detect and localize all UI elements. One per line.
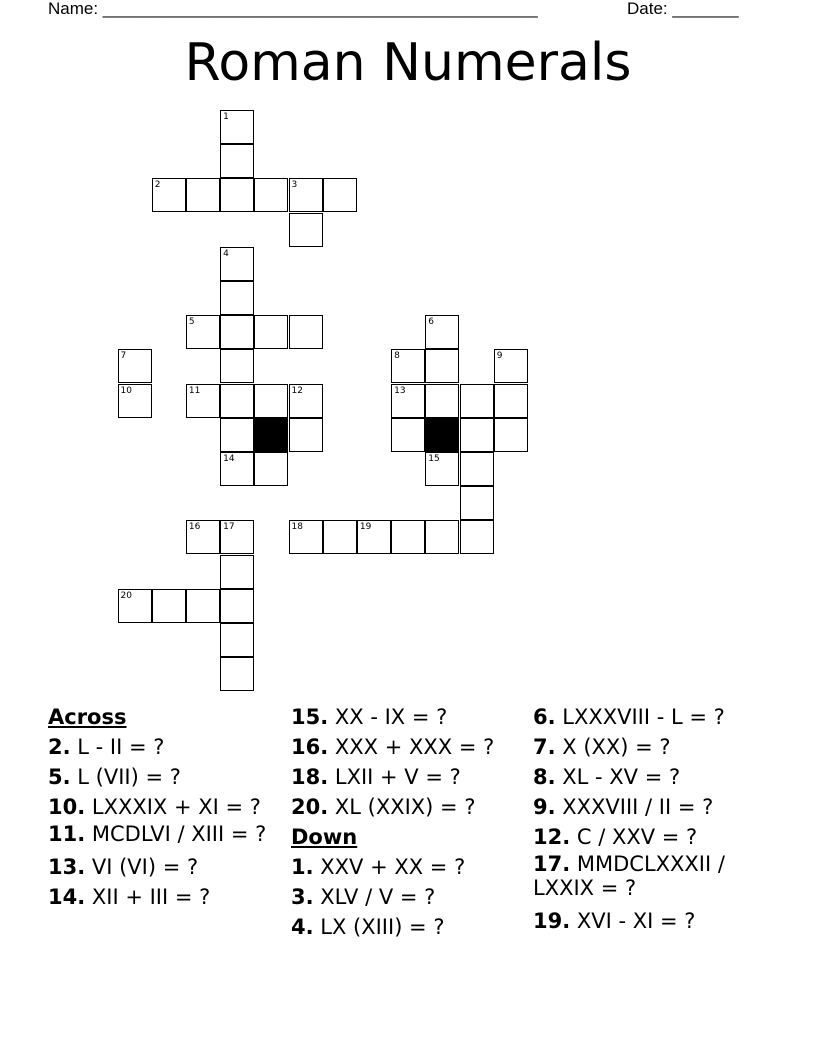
down-heading: Down bbox=[291, 825, 358, 849]
crossword-cell[interactable] bbox=[220, 110, 254, 144]
clue-number: 18 bbox=[291, 522, 303, 533]
crossword-cell[interactable] bbox=[220, 520, 254, 554]
crossword-cell[interactable] bbox=[186, 315, 220, 349]
clue-column-2 bbox=[291, 702, 521, 942]
clue-item-number: 11. bbox=[48, 822, 86, 846]
clue-number: 19 bbox=[359, 522, 372, 533]
clue-item-number: 16. bbox=[291, 735, 329, 759]
crossword-cell[interactable] bbox=[425, 452, 459, 486]
clue-item bbox=[533, 906, 773, 936]
clue-number: 5 bbox=[188, 317, 195, 328]
crossword-cell[interactable] bbox=[220, 247, 254, 281]
clue-item-number: 1. bbox=[291, 855, 314, 879]
clue-column-3 bbox=[533, 702, 773, 936]
crossword-cell[interactable] bbox=[220, 452, 254, 486]
clue-number: 4 bbox=[223, 248, 229, 259]
crossword-cell[interactable] bbox=[425, 315, 459, 349]
crossword-cell[interactable] bbox=[425, 520, 459, 554]
clue-item bbox=[291, 852, 521, 882]
crossword-cell[interactable] bbox=[494, 418, 528, 452]
clue-item-number: 3. bbox=[291, 885, 314, 909]
crossword-cell[interactable] bbox=[220, 657, 254, 691]
crossword-cell[interactable] bbox=[152, 589, 186, 623]
clue-item-text: MCDLVI / XIII = ? bbox=[85, 822, 267, 846]
clue-item-text: XX - IX = ? bbox=[328, 705, 448, 729]
clue-number: 1 bbox=[223, 112, 229, 122]
clue-item bbox=[291, 702, 521, 732]
clue-item-number: 9. bbox=[533, 795, 556, 819]
crossword-cell[interactable] bbox=[391, 418, 425, 452]
clue-item bbox=[291, 792, 521, 822]
crossword-cell[interactable] bbox=[118, 349, 152, 383]
clue-number: 20 bbox=[120, 590, 132, 601]
clue-item-number: 13. bbox=[48, 855, 86, 879]
clue-item-number: 18. bbox=[291, 765, 329, 789]
crossword-cell[interactable] bbox=[118, 589, 152, 623]
crossword-cell[interactable] bbox=[220, 281, 254, 315]
crossword-cell[interactable] bbox=[220, 384, 254, 418]
clue-item bbox=[48, 822, 278, 846]
clue-number: 6 bbox=[428, 317, 435, 328]
clue-item-text: C / XXV = ? bbox=[570, 825, 698, 849]
crossword-cell[interactable] bbox=[391, 520, 425, 554]
clue-item-number: 2. bbox=[48, 735, 71, 759]
crossword-cell[interactable] bbox=[254, 315, 288, 349]
crossword-cell[interactable] bbox=[323, 178, 357, 212]
crossword-cell[interactable] bbox=[220, 144, 254, 178]
clue-item-number: 19. bbox=[533, 909, 571, 933]
clue-item bbox=[291, 732, 521, 762]
clue-item-text: XLV / V = ? bbox=[313, 885, 436, 909]
clue-item bbox=[533, 792, 773, 822]
clue-item bbox=[291, 912, 521, 942]
clue-number: 13 bbox=[394, 385, 406, 396]
crossword-cell[interactable] bbox=[460, 384, 494, 418]
crossword-cell[interactable] bbox=[220, 589, 254, 623]
clue-number: 16 bbox=[188, 522, 201, 533]
clue-item-number: 17. bbox=[533, 852, 571, 876]
clue-item-number: 8. bbox=[533, 765, 556, 789]
crossword-cell[interactable] bbox=[152, 178, 186, 212]
crossword-cell[interactable] bbox=[460, 452, 494, 486]
clue-number: 17 bbox=[223, 522, 235, 533]
crossword-cell[interactable] bbox=[254, 178, 288, 212]
clue-item-text: XVI - XI = ? bbox=[570, 909, 696, 933]
crossword-cell[interactable] bbox=[289, 384, 323, 418]
crossword-block bbox=[254, 418, 288, 452]
clue-item-text: XII + III = ? bbox=[85, 885, 211, 909]
crossword-cell[interactable] bbox=[220, 555, 254, 589]
across-heading: Across bbox=[48, 705, 127, 729]
date-field[interactable]: Date: _______ bbox=[627, 0, 739, 18]
clue-item-text: XXXVIII / II = ? bbox=[555, 795, 714, 819]
crossword-cell[interactable] bbox=[118, 384, 152, 418]
clue-item-text: XL (XXIX) = ? bbox=[328, 795, 476, 819]
clue-item-text: VI (VI) = ? bbox=[85, 855, 199, 879]
clue-number: 10 bbox=[120, 385, 132, 396]
clue-number: 14 bbox=[223, 454, 235, 464]
crossword-cell[interactable] bbox=[494, 384, 528, 418]
clue-item-text: XXX + XXX = ? bbox=[328, 735, 495, 759]
crossword-cell[interactable] bbox=[254, 384, 288, 418]
crossword-cell[interactable] bbox=[289, 213, 323, 247]
crossword-cell[interactable] bbox=[357, 520, 391, 554]
crossword-cell[interactable] bbox=[220, 349, 254, 383]
crossword-cell[interactable] bbox=[186, 178, 220, 212]
clue-item bbox=[533, 852, 773, 900]
crossword-cell[interactable] bbox=[220, 623, 254, 657]
clue-number: 8 bbox=[394, 351, 400, 362]
name-field[interactable]: Name: ______________________________________________ bbox=[48, 0, 538, 18]
clue-item bbox=[48, 732, 278, 762]
clue-item-text: LXXXIX + XI = ? bbox=[85, 795, 261, 819]
clue-item-number: 15. bbox=[291, 705, 329, 729]
clue-item bbox=[48, 792, 278, 822]
crossword-cell[interactable] bbox=[425, 349, 459, 383]
clue-item-number: 10. bbox=[48, 795, 86, 819]
clue-item-text: XXV + XX = ? bbox=[313, 855, 466, 879]
clue-item-text: LX (XIII) = ? bbox=[313, 915, 445, 939]
clue-item-number: 4. bbox=[291, 915, 314, 939]
clue-number: 11 bbox=[188, 385, 201, 396]
crossword-cell[interactable] bbox=[289, 520, 323, 554]
crossword-cell[interactable] bbox=[289, 315, 323, 349]
clue-item-text: MMDCLXXXII / LXXIX = ? bbox=[533, 852, 725, 900]
clue-item-number: 14. bbox=[48, 885, 86, 909]
crossword-cell[interactable] bbox=[186, 520, 220, 554]
clue-item bbox=[533, 762, 773, 792]
crossword-cell[interactable] bbox=[460, 520, 494, 554]
clue-item-text: LXII + V = ? bbox=[328, 765, 461, 789]
clue-number: 15 bbox=[428, 454, 440, 464]
crossword-cell[interactable] bbox=[460, 486, 494, 520]
crossword-cell[interactable] bbox=[494, 349, 528, 383]
clue-item-number: 7. bbox=[533, 735, 556, 759]
clue-item-text: L (VII) = ? bbox=[70, 765, 181, 789]
clue-item bbox=[291, 762, 521, 792]
clue-item bbox=[533, 702, 773, 732]
page-title: Roman Numerals bbox=[184, 33, 632, 93]
crossword-cell[interactable] bbox=[220, 178, 254, 212]
clue-number: 7 bbox=[120, 351, 127, 362]
clue-item-number: 6. bbox=[533, 705, 556, 729]
clue-item-text: XL - XV = ? bbox=[555, 765, 681, 789]
crossword-cell[interactable] bbox=[391, 384, 425, 418]
crossword-cell[interactable] bbox=[220, 418, 254, 452]
crossword-cell[interactable] bbox=[186, 384, 220, 418]
clue-column-1 bbox=[48, 702, 278, 912]
clue-item bbox=[48, 762, 278, 792]
clue-item bbox=[291, 882, 521, 912]
clue-item bbox=[48, 882, 278, 912]
crossword-cell[interactable] bbox=[323, 520, 357, 554]
crossword-block bbox=[425, 418, 459, 452]
crossword-cell[interactable] bbox=[186, 589, 220, 623]
clue-item bbox=[48, 852, 278, 882]
clue-number: 3 bbox=[291, 180, 298, 191]
clue-item bbox=[533, 732, 773, 762]
clue-number: 2 bbox=[154, 180, 161, 191]
crossword-cell[interactable] bbox=[391, 349, 425, 383]
clue-item-number: 20. bbox=[291, 795, 329, 819]
crossword-cell[interactable] bbox=[460, 418, 494, 452]
crossword-cell[interactable] bbox=[425, 384, 459, 418]
clue-item-text: L - II = ? bbox=[70, 735, 165, 759]
crossword-cell[interactable] bbox=[254, 452, 288, 486]
clue-item bbox=[533, 822, 773, 852]
crossword-cell[interactable] bbox=[289, 418, 323, 452]
crossword-cell[interactable] bbox=[220, 315, 254, 349]
clue-item-text: LXXXVIII - L = ? bbox=[555, 705, 725, 729]
clue-item-number: 5. bbox=[48, 765, 71, 789]
clue-number: 9 bbox=[496, 351, 503, 362]
clue-item-number: 12. bbox=[533, 825, 571, 849]
crossword-cell[interactable] bbox=[289, 178, 323, 212]
clue-number: 12 bbox=[291, 385, 303, 396]
clue-item-text: X (XX) = ? bbox=[555, 735, 671, 759]
